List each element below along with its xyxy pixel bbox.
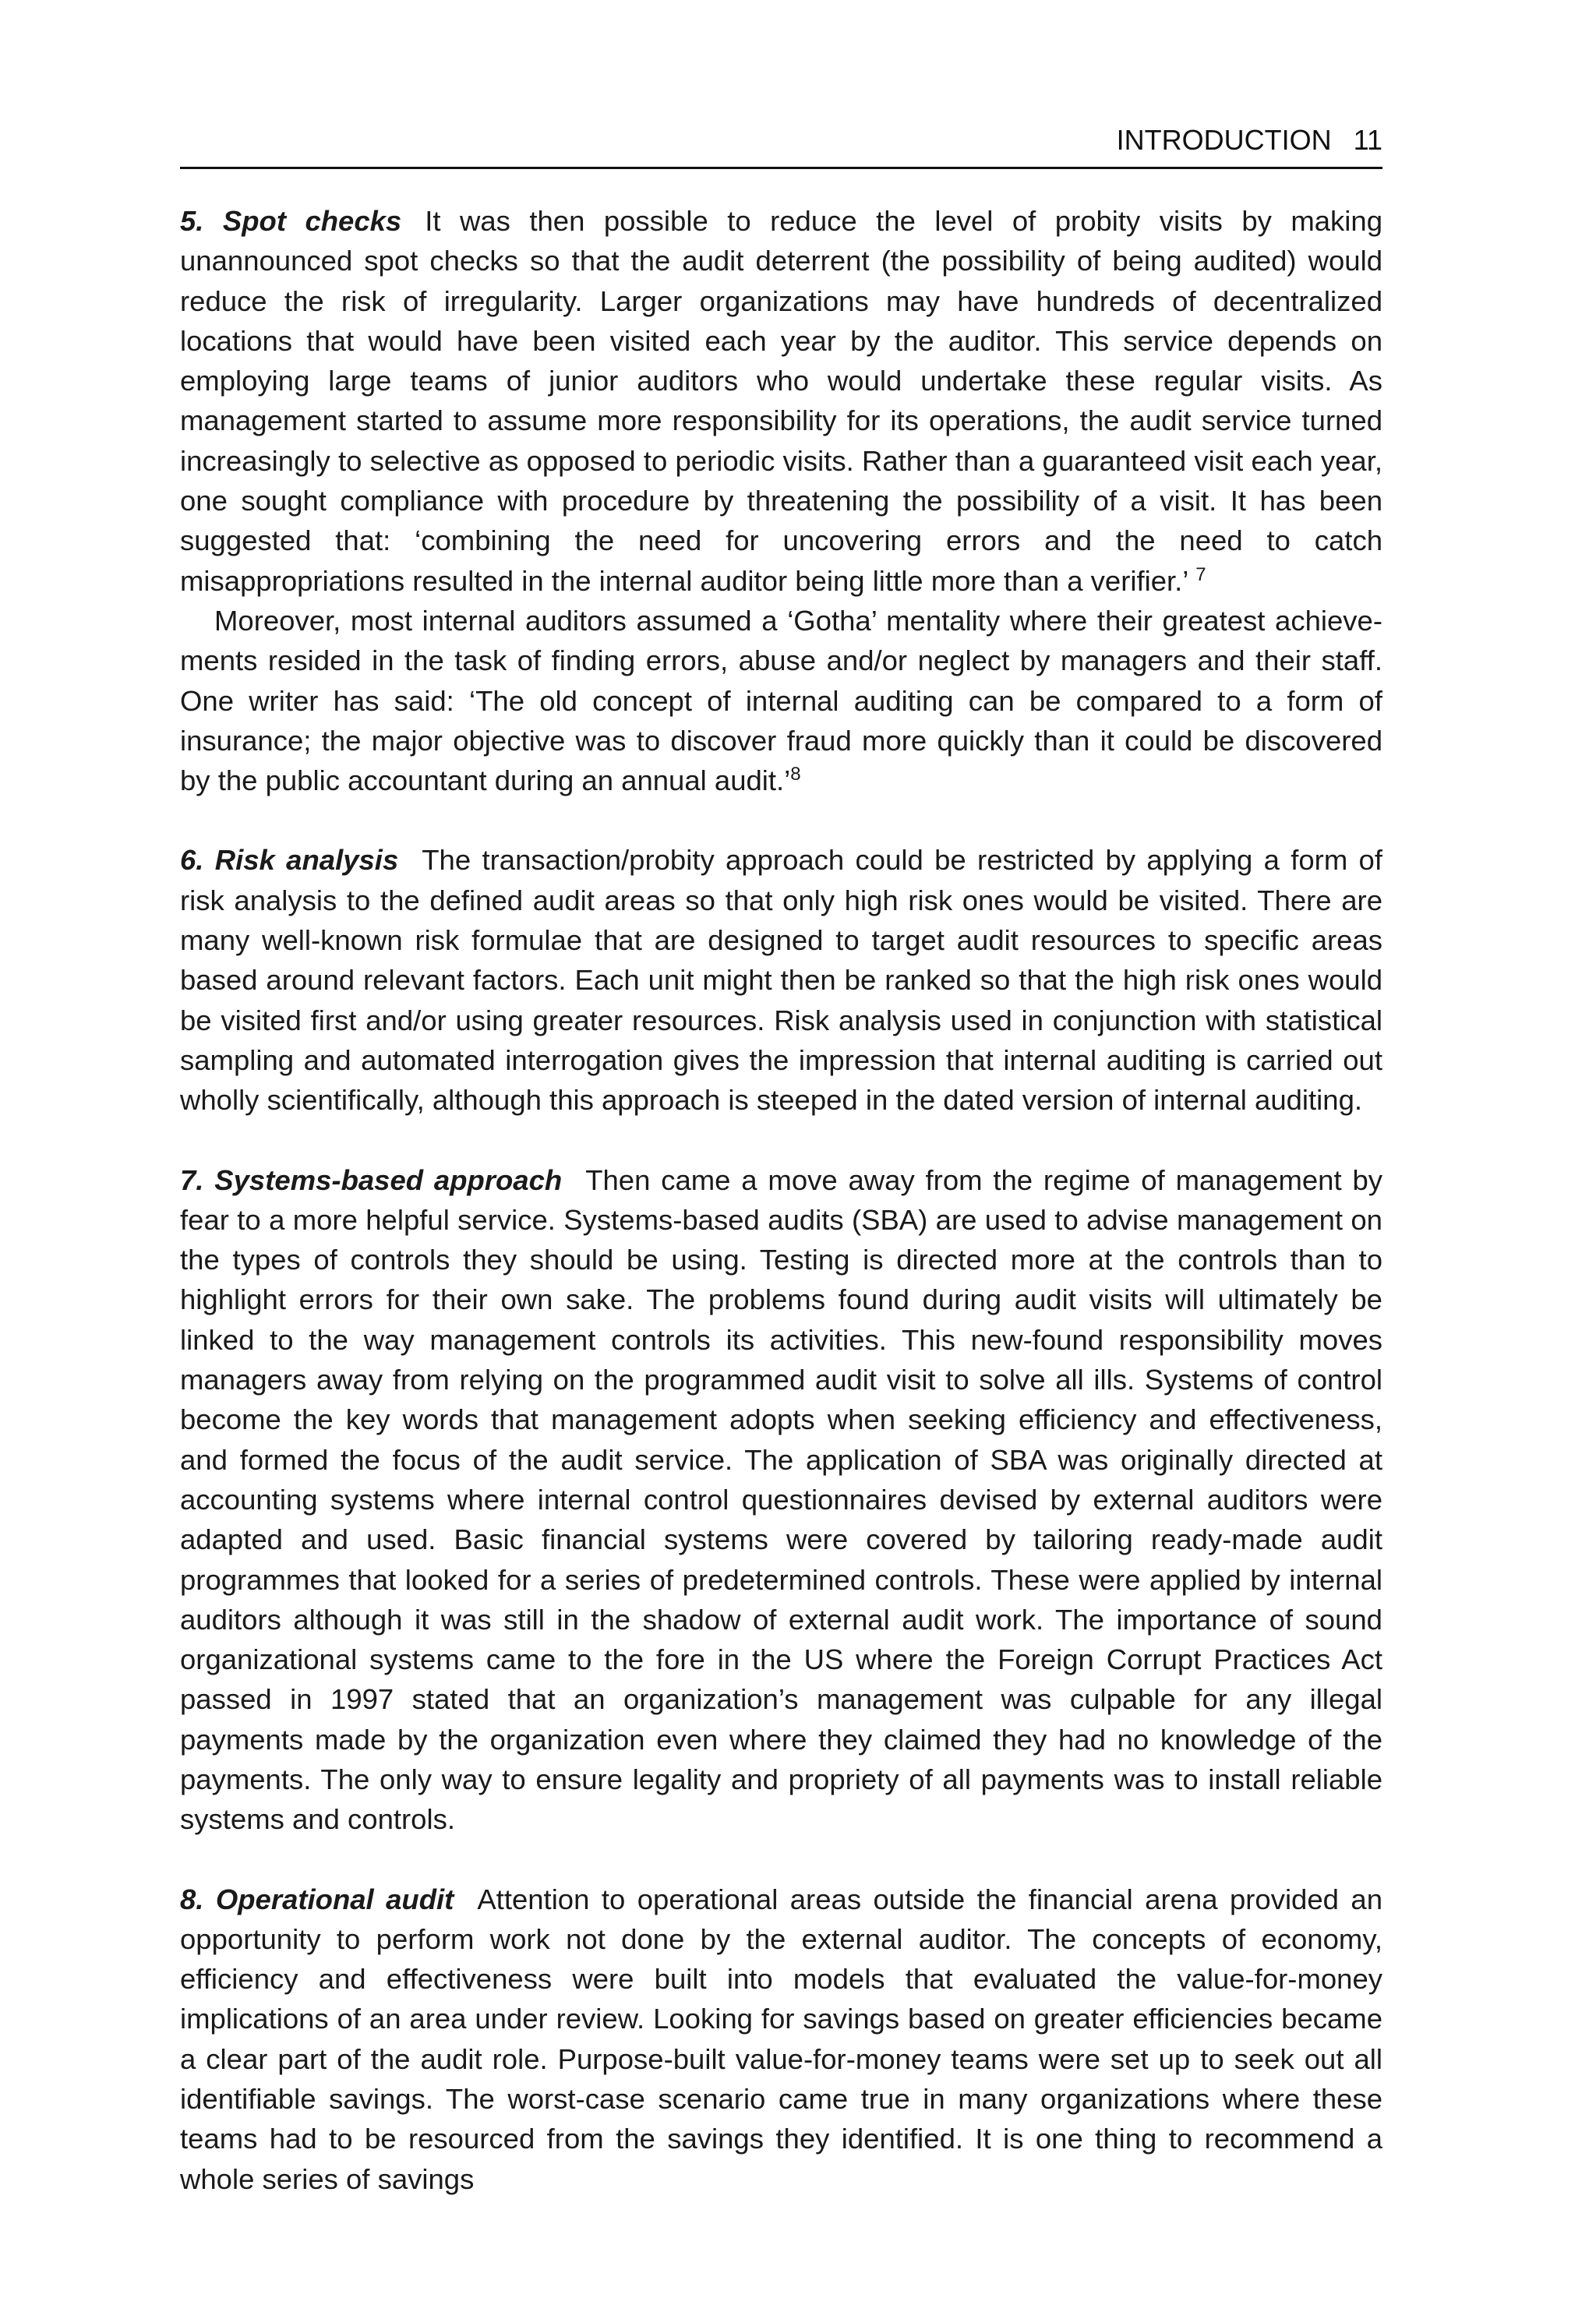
section-heading: 6. Risk analysis [180,844,399,877]
header-rule [180,167,1382,169]
running-head-title: INTRODUCTION [1116,124,1332,156]
section-heading: 8. Operational audit [180,1883,454,1915]
body-text [180,201,1382,2199]
paragraph: Moreover, most internal auditors assumed a ‘Gotha’ mentality where their greatest achievements resided in the task of finding errors, abuse and/or neglect by managers and their staff. One writer has said: ‘The old concept of internal auditing can be compared to a form of insurance; the major objective was to discover fraud more quickly than it could be discovered by the public accountant during an annual audit.’ [180,604,1382,797]
section-spot-checks [180,201,1382,601]
section-heading: 5. Spot checks [180,205,402,237]
section-operational-audit [180,1880,1382,2199]
section-heading: 7. Systems-based approach [180,1163,563,1196]
paragraph: Then came a move away from the regime of management by fear to a more helpful service. Systems-based audits (SBA) are used to advise management on the types of controls they should be using. Testing is directed more at the controls than to highlight errors for their own sake. The problems found during audit visits will ultimately be linked to the way management controls its activities. This new-found responsibility moves managers away from relying on the programmed audit visit to solve all ills. Systems of control become the key words that management adopts when seeking efficiency and effectiveness, and formed the focus of the audit service. The application of SBA was originally directed at accounting systems where internal control questionnaires devised by external auditors were adapted and used. Basic financial systems were covered by tailoring ready-made audit programmes that looked for a series of predetermined controls. These were applied by internal auditors although it was still in the shadow of external audit work. The importance of sound organizational systems came to the fore in the US where the Foreign Corrupt Practices Act passed in 1997 stated that an organization’s management was culpable for any illegal payments made by the organization even where they claimed they had no knowledge of the payments. The only way to ensure legality and propriety of all payments was to install reliable systems and controls. [180,1163,1382,1836]
paragraph: It was then possible to reduce the level of probity visits by making unannounced spot checks so that the audit deterrent (the possibility of being audited) would reduce the risk of irregularity. Larger organizations may have hundreds of decentralized locations that would have been visited each year by the auditor. This service depends on employing large teams of junior auditors who would undertake these regular visits. As management started to assume more responsibility for its operations, the audit service turned increasingly to selective as opposed to periodic visits. Rather than a guaranteed visit each year, one sought compliance with procedure by threatening the possibility of a visit. It has been suggested that: ‘combining the need for uncovering errors and the need to catch misappropriations resulted in the internal auditor being little more than a verifier.’ [180,205,1382,597]
section-risk-analysis [180,840,1382,1120]
section-systems-based-approach [180,1160,1382,1840]
footnote-ref: 8 [790,764,801,785]
running-head [180,117,1382,164]
paragraph: The transaction/probity approach could be restricted by applying a form of risk analysis to the defined audit areas so that only high risk ones would be visited. There are many well-known risk formulae that are designed to target audit resources to specific areas based around relevant factors. Each unit might then be ranked so that the high risk ones would be visited first and/or using greater resources. Risk analysis used in conjunction with statistical sampling and automated interrogation gives the impression that internal auditing is carried out wholly scientifically, although this approach is steeped in the dated version of internal auditing. [180,844,1382,1117]
footnote-ref: 7 [1195,563,1206,585]
paragraph-gotha [180,601,1382,800]
paragraph: Attention to operational areas outside the financial arena provided an opportunity to perform work not done by the external auditor. The concepts of economy, efficiency and effectiveness were built into models that evaluated the value-for-money implications of an area under review. Looking for savings based on greater efficiencies became a clear part of the audit role. Purpose-built value-for-money teams were set up to seek out all identifiable savings. The worst-case scenario came true in many organizations where these teams had to be resourced from the savings they identified. It is one thing to recommend a whole series of savings [180,1883,1382,2195]
page-number: 11 [1353,124,1382,156]
